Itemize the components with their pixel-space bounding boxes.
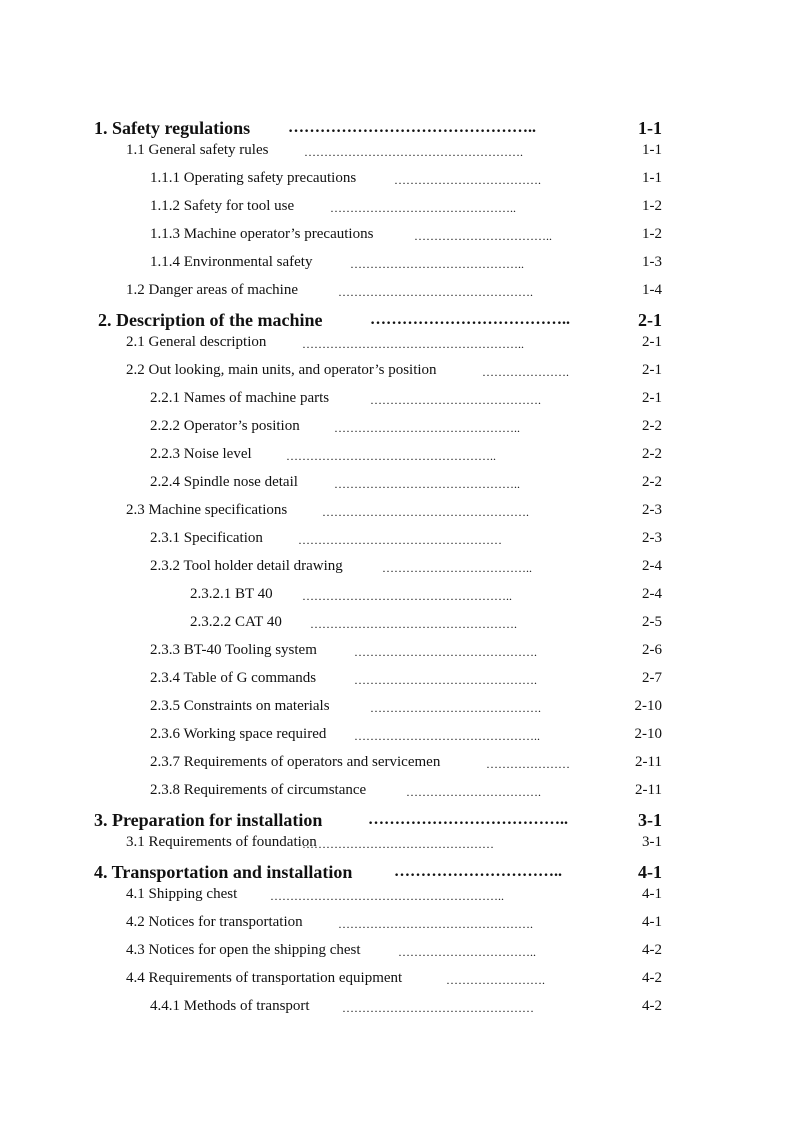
toc-subsection-entry[interactable] (0, 698, 793, 718)
toc-page-number: 2-3 (642, 502, 662, 518)
toc-entry-title: 3. Preparation for installation (94, 810, 323, 830)
toc-entry-title: 4.1 Shipping chest (126, 886, 238, 902)
toc-subsection-entry[interactable] (0, 586, 793, 606)
toc-entry-title: 1.1.2 Safety for tool use (150, 198, 295, 214)
toc-section-entry[interactable] (0, 310, 793, 334)
toc-subsection-entry[interactable] (0, 282, 793, 302)
toc-dot-leader: ………………………………………… (342, 1001, 534, 1015)
toc-entry-title: 2.3.1 Specification (150, 530, 263, 546)
toc-entry-title: 2.3.2.2 CAT 40 (190, 614, 282, 630)
toc-page-number: 2-1 (642, 362, 662, 378)
toc-entry-title: 3.1 Requirements of foundation (126, 834, 317, 850)
toc-page-number: 2-10 (634, 698, 662, 714)
toc-page-number: 2-2 (642, 474, 662, 490)
toc-entry-title: 1.1 General safety rules (126, 142, 269, 158)
toc-dot-leader: ……………………………………………….. (302, 337, 524, 351)
toc-page-number: 4-1 (638, 862, 662, 882)
toc-dot-leader: …………………. (482, 365, 569, 379)
toc-entry-title: 2.3 Machine specifications (126, 502, 288, 518)
toc-dot-leader: ……………………………………….. (288, 119, 536, 136)
toc-subsection-entry[interactable] (0, 670, 793, 690)
toc-dot-leader: ……………………………………….. (354, 729, 540, 743)
toc-page-number: 2-7 (642, 670, 662, 686)
toc-dot-leader: ……………………………….. (368, 811, 568, 828)
toc-page-number: 2-6 (642, 642, 662, 658)
toc-entry-title: 1.1.3 Machine operator’s precautions (150, 226, 374, 242)
toc-entry-title: 1.1.4 Environmental safety (150, 254, 313, 270)
toc-page-number: 4-2 (642, 942, 662, 958)
toc-dot-leader: ……………………………………….. (334, 477, 520, 491)
toc-entry-title: 2.3.4 Table of G commands (150, 670, 317, 686)
toc-entry-title: 1.1.1 Operating safety precautions (150, 170, 357, 186)
toc-entry-title: 2.2.4 Spindle nose detail (150, 474, 298, 490)
toc-page-number: 2-2 (642, 446, 662, 462)
toc-dot-leader: ………………………………………………. (304, 145, 523, 159)
toc-entry-title: 4.4 Requirements of transportation equipment (126, 970, 403, 986)
toc-page-number: 2-5 (642, 614, 662, 630)
toc-dot-leader: ……………………………………………. (322, 505, 529, 519)
toc-entry-title: 2.3.7 Requirements of operators and servicemen (150, 754, 441, 770)
toc-subsection-entry[interactable] (0, 942, 793, 962)
toc-dot-leader: ……………………………………….. (334, 421, 520, 435)
toc-subsection-entry[interactable] (0, 726, 793, 746)
toc-dot-leader: ………………………………………. (354, 673, 537, 687)
toc-page-number: 1-3 (642, 254, 662, 270)
toc-subsection-entry[interactable] (0, 970, 793, 990)
toc-page-number: 4-1 (642, 914, 662, 930)
toc-page-number: 2-1 (642, 390, 662, 406)
toc-entry-title: 2.3.6 Working space required (150, 726, 327, 742)
toc-entry-title: 4.2 Notices for transportation (126, 914, 303, 930)
toc-page-number: 1-1 (642, 142, 662, 158)
toc-dot-leader: …………………………….. (414, 229, 552, 243)
toc-page-number: 1-1 (642, 170, 662, 186)
toc-dot-leader: ……………………………………………. (310, 617, 517, 631)
toc-entry-title: 2.2.2 Operator’s position (150, 418, 300, 434)
toc-entry-title: 2.3.5 Constraints on materials (150, 698, 330, 714)
toc-subsection-entry[interactable] (0, 390, 793, 410)
toc-page-number: 2-2 (642, 418, 662, 434)
toc-page-number: 2-11 (635, 782, 662, 798)
toc-entry-title: 2.3.2.1 BT 40 (190, 586, 273, 602)
toc-subsection-entry[interactable] (0, 558, 793, 578)
toc-page-number: 1-2 (642, 198, 662, 214)
toc-subsection-entry[interactable] (0, 782, 793, 802)
toc-dot-leader: ……………………. (446, 973, 545, 987)
toc-subsection-entry[interactable] (0, 886, 793, 906)
toc-entry-title: 1. Safety regulations (94, 118, 251, 138)
toc-dot-leader: …………………………………………….. (286, 449, 496, 463)
toc-subsection-entry[interactable] (0, 998, 793, 1018)
toc-section-entry[interactable] (0, 862, 793, 886)
toc-page-number: 4-2 (642, 998, 662, 1014)
toc-dot-leader: ……………………………………….. (330, 201, 516, 215)
toc-dot-leader: ………………………………………………….. (270, 889, 504, 903)
toc-subsection-entry[interactable] (0, 418, 793, 438)
toc-page-number: 3-1 (638, 810, 662, 830)
toc-entry-title: 2. Description of the machine (98, 310, 323, 330)
toc-subsection-entry[interactable] (0, 474, 793, 494)
toc-subsection-entry[interactable] (0, 226, 793, 246)
toc-dot-leader: ……………………………….. (370, 311, 570, 328)
toc-page-number: 4-2 (642, 970, 662, 986)
toc-page-number: 4-1 (642, 886, 662, 902)
toc-entry-title: 2.3.8 Requirements of circumstance (150, 782, 367, 798)
toc-subsection-entry[interactable] (0, 170, 793, 190)
toc-entry-title: 4.3 Notices for open the shipping chest (126, 942, 361, 958)
toc-subsection-entry[interactable] (0, 614, 793, 634)
toc-page-number: 2-3 (642, 530, 662, 546)
toc-page-number: 1-4 (642, 282, 662, 298)
toc-dot-leader: ………………………….. (394, 863, 562, 880)
toc-subsection-entry[interactable] (0, 254, 793, 274)
toc-dot-leader: ……………………………………. (370, 393, 541, 407)
toc-subsection-entry[interactable] (0, 754, 793, 774)
toc-entry-title: 2.2.3 Noise level (150, 446, 252, 462)
toc-page-number: 2-1 (638, 310, 662, 330)
toc-entry-title: 4. Transportation and installation (94, 862, 353, 882)
toc-subsection-entry[interactable] (0, 142, 793, 162)
toc-dot-leader: ……………………………………. (370, 701, 541, 715)
toc-section-entry[interactable] (0, 118, 793, 142)
toc-subsection-entry[interactable] (0, 834, 793, 854)
toc-page-number: 3-1 (642, 834, 662, 850)
toc-page-number: 2-4 (642, 558, 662, 574)
toc-page-number: 1-2 (642, 226, 662, 242)
toc-dot-leader: …………………………………………… (298, 533, 502, 547)
toc-dot-leader: ……………………………. (406, 785, 541, 799)
toc-entry-title: 2.3.3 BT-40 Tooling system (150, 642, 317, 658)
toc-subsection-entry[interactable] (0, 502, 793, 522)
toc-page-number: 2-11 (635, 754, 662, 770)
toc-dot-leader: …………………………….. (398, 945, 536, 959)
toc-section-entry[interactable] (0, 810, 793, 834)
toc-page-number: 2-4 (642, 586, 662, 602)
toc-entry-title: 1.2 Danger areas of machine (126, 282, 299, 298)
toc-dot-leader: …………………………………………….. (302, 589, 512, 603)
toc-subsection-entry[interactable] (0, 642, 793, 662)
toc-page-number: 1-1 (638, 118, 662, 138)
toc-entry-title: 2.1 General description (126, 334, 267, 350)
toc-subsection-entry[interactable] (0, 446, 793, 466)
toc-dot-leader: ……………………………….. (382, 561, 532, 575)
toc-dot-leader: …………………………………………. (338, 917, 533, 931)
toc-dot-leader: ………………………………………. (354, 645, 537, 659)
toc-entry-title: 2.3.2 Tool holder detail drawing (150, 558, 343, 574)
toc-page-number: 2-1 (642, 334, 662, 350)
toc-dot-leader: ………………………………………… (302, 837, 494, 851)
toc-dot-leader: …………………………………….. (350, 257, 524, 271)
toc-page-number: 2-10 (634, 726, 662, 742)
toc-dot-leader: ………………… (486, 757, 570, 771)
toc-entry-title: 2.2 Out looking, main units, and operator’s position (126, 362, 437, 378)
toc-subsection-entry[interactable] (0, 914, 793, 934)
toc-entry-title: 2.2.1 Names of machine parts (150, 390, 330, 406)
toc-subsection-entry[interactable] (0, 198, 793, 218)
toc-subsection-entry[interactable] (0, 530, 793, 550)
toc-dot-leader: …………………………………………. (338, 285, 533, 299)
toc-subsection-entry[interactable] (0, 362, 793, 382)
toc-entry-title: 4.4.1 Methods of transport (150, 998, 310, 1014)
toc-dot-leader: ………………………………. (394, 173, 541, 187)
toc-subsection-entry[interactable] (0, 334, 793, 354)
